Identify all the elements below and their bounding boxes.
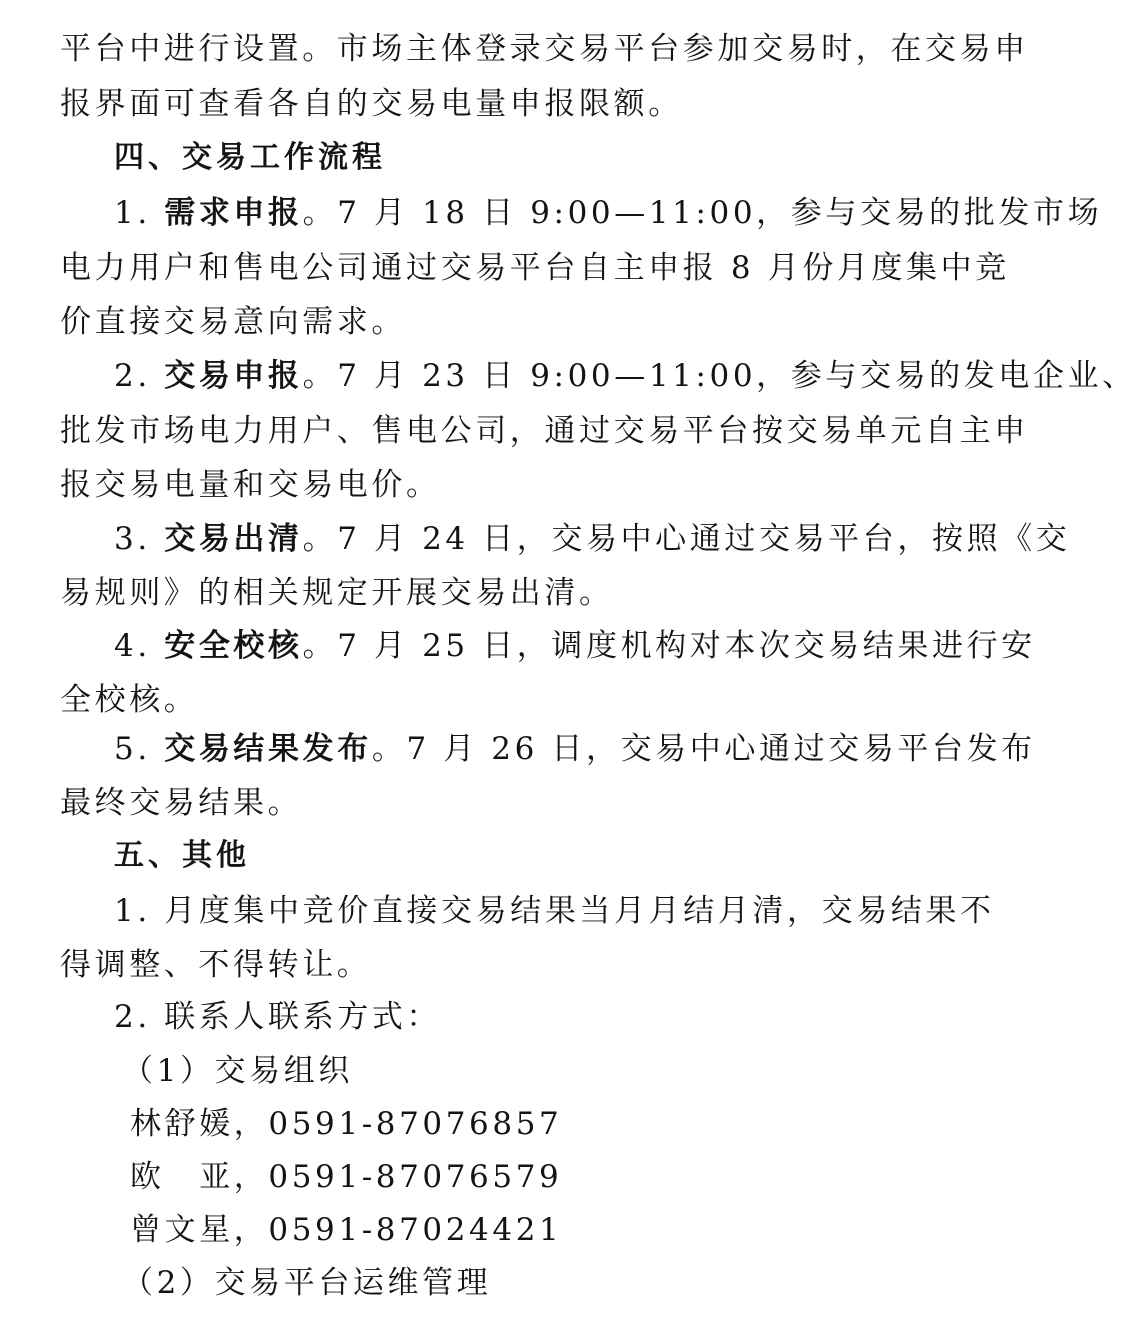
paragraph-line: 批发市场电力用户、售电公司，通过交易平台按交易单元自主申 [60, 413, 1029, 449]
other-item-2: 2. 联系人联系方式： [114, 999, 442, 1035]
step-5-line [114, 722, 1036, 776]
contact-line: 欧 亚，0591-87076579 [130, 1159, 563, 1195]
section-heading-5: 五、其他 [114, 838, 250, 873]
step-text: 。7 月 23 日 9:00—11:00，参与交易的发电企业、 [302, 358, 1137, 394]
step-1-line [114, 186, 1103, 240]
section-heading-4: 四、交易工作流程 [114, 140, 386, 175]
step-2-line [114, 349, 1137, 403]
contact-line: 曾文星，0591-87024421 [130, 1212, 563, 1248]
step-text: 。7 月 26 日，交易中心通过交易平台发布 [371, 731, 1036, 767]
step-text: 。7 月 25 日，调度机构对本次交易结果进行安 [302, 628, 1036, 664]
contact-group-1: （1）交易组织 [122, 1053, 353, 1089]
paragraph-line: 电力用户和售电公司通过交易平台自主申报 8 月份月度集中竞 [60, 250, 1010, 286]
step-number: 1. [114, 195, 165, 231]
paragraph-line: 报交易电量和交易电价。 [60, 467, 441, 503]
step-4-line [114, 619, 1036, 673]
contact-line: 林舒媛，0591-87076857 [130, 1106, 563, 1142]
other-item-1: 1. 月度集中竞价直接交易结果当月月结月清，交易结果不 [114, 893, 995, 929]
step-title: 交易结果发布 [164, 731, 372, 767]
paragraph-line: 最终交易结果。 [60, 785, 303, 821]
paragraph-line: 易规则》的相关规定开展交易出清。 [60, 575, 614, 611]
paragraph-line: 报界面可查看各自的交易电量申报限额。 [60, 86, 683, 122]
contact-group-2: （2）交易平台运维管理 [122, 1265, 492, 1301]
step-text: 。7 月 24 日，交易中心通过交易平台，按照《交 [302, 521, 1071, 557]
paragraph-line: 得调整、不得转让。 [60, 947, 372, 983]
step-number: 5. [114, 731, 165, 767]
paragraph-line: 平台中进行设置。市场主体登录交易平台参加交易时，在交易申 [60, 31, 1029, 67]
step-title: 需求申报 [164, 195, 303, 231]
paragraph-line: 价直接交易意向需求。 [60, 304, 406, 340]
step-title: 安全校核 [164, 628, 303, 664]
step-number: 4. [114, 628, 165, 664]
step-text: 。7 月 18 日 9:00—11:00，参与交易的批发市场 [302, 195, 1103, 231]
step-title: 交易出清 [164, 521, 303, 557]
step-number: 3. [114, 521, 165, 557]
paragraph-line: 全校核。 [60, 682, 199, 718]
step-number: 2. [114, 358, 165, 394]
step-title: 交易申报 [164, 358, 303, 394]
step-3-line [114, 512, 1071, 566]
